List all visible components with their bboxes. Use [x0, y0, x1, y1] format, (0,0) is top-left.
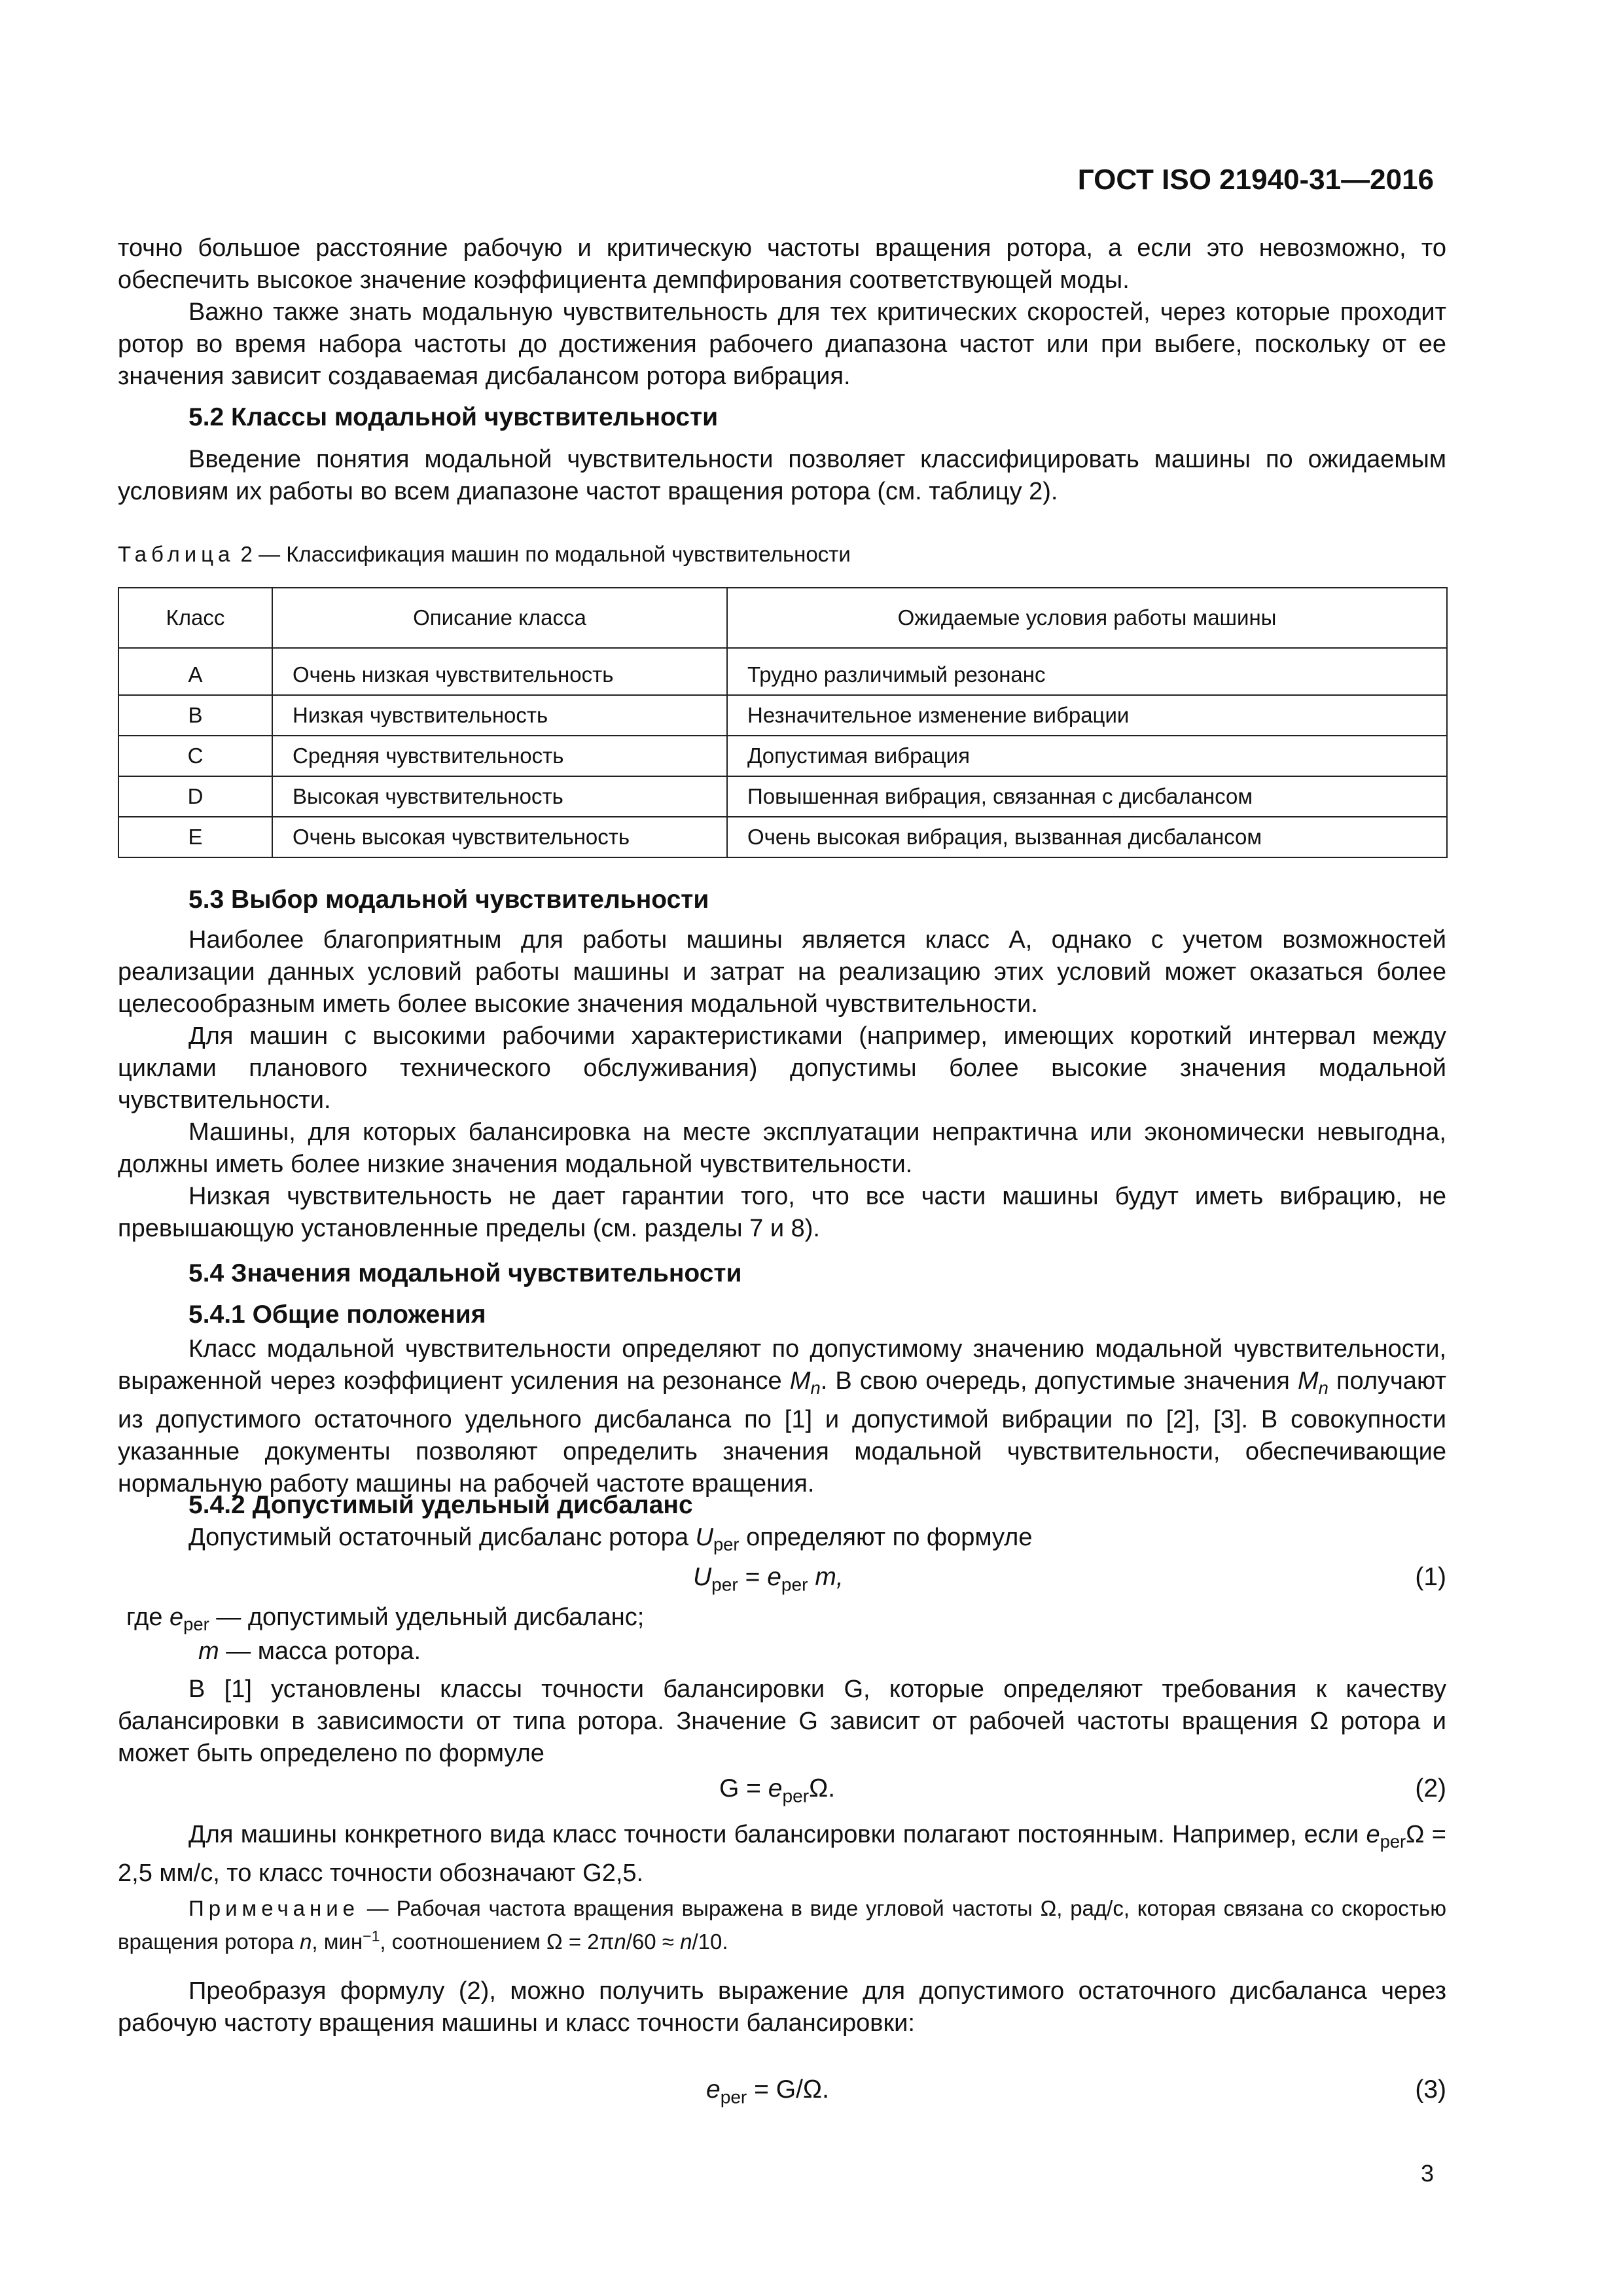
table-header-cell: Ожидаемые условия работы машины: [727, 588, 1447, 648]
table-caption-text: 2 — Классификация машин по модальной чувствительности: [234, 542, 851, 566]
sensitivity-table: [118, 587, 1448, 858]
formula-1: $U_{per} = e_{per}$ m,: [693, 1563, 844, 1595]
table-row: [118, 736, 1447, 776]
note: Примечание — Рабочая частота вращения выражена в виде угловой частоты Ω, рад/с, которая связана со скоростью вращения ротора n, мин$^{-1}$, соотношением Ω = 2πn/60 ≈ n/10.: [118, 1896, 1446, 1954]
table-header-cell: Класс: [118, 588, 272, 648]
table-cell: Высокая чувствительность: [272, 776, 727, 817]
paragraph: Класс модальной чувствительности определяют по допустимому значению модальной чувствительности, выраженной через коэффициент усиления на резонансе $M_n$. В свою очередь, допустимые значения $M_n$ получают из допустимого остаточного удельного дисбаланса по [1] и допустимой вибрации по [2], [3]. В совокупности указанные документы позволяют определить значения модальной чувствительности, обеспечивающие нормальную работу машины на рабочей частоте вращения.: [118, 1335, 1447, 1498]
table-cell: Очень высокая вибрация, вызванная дисбалансом: [727, 817, 1447, 857]
subsection-heading: 5.4.1 Общие положения: [188, 1300, 486, 1329]
paragraph: В [1] установлены классы точности балансировки G, которые определяют требования к качеству балансировки в зависимости от типа ротора. Значение G зависит от рабочей частоты вращения Ω ротора и может быть определено по формуле: [118, 1676, 1446, 1767]
standard-number: ГОСТ ISO 21940-31—2016: [1077, 164, 1434, 196]
table-row: [118, 695, 1447, 736]
paragraph: Введение понятия модальной чувствительности позволяет классифицировать машины по ожидаемым условиям их работы во всем диапазоне частот вращения ротора (см. таблицу 2).: [118, 446, 1446, 505]
section-heading: 5.4 Значения модальной чувствительности: [188, 1259, 742, 1287]
formula-number: (3): [1415, 2075, 1446, 2104]
paragraph: Наиболее благоприятным для работы машины является класс A, однако с учетом возможностей реализации данных условий работы машины и затрат на реализацию этих условий может оказаться более целесообразным иметь более высокие значения модальной чувствительности.: [118, 926, 1446, 1018]
formula-2: $G = e_{per}\Omega$.: [719, 1774, 836, 1806]
table-row: [118, 648, 1447, 695]
paragraph: Низкая чувствительность не дает гарантии того, что все части машины будут иметь вибрацию, не превышающую установленные пределы (см. разделы 7 и 8).: [118, 1183, 1446, 1242]
table-header-cell: Описание класса: [272, 588, 727, 648]
table-cell: C: [118, 736, 272, 776]
paragraph: точно большое расстояние рабочую и критическую частоты вращения ротора, а если это невозможно, то обеспечить высокое значение коэффициента демпфирования соответствующей моды.: [118, 234, 1446, 294]
legend-line: где $e_{per}$ — допустимый удельный дисбаланс;: [126, 1604, 645, 1635]
paragraph: Для машин с высокими рабочими характеристиками (например, имеющих короткий интервал между циклами планового технического обслуживания) допустимы более высокие значения модальной чувствительности.: [118, 1022, 1446, 1114]
legend-line: m — масса ротора.: [198, 1638, 421, 1665]
table-caption: [118, 542, 851, 567]
table-cell: Низкая чувствительность: [272, 695, 727, 736]
formula-number: (1): [1415, 1563, 1446, 1591]
table-caption-label: Таблица: [118, 542, 235, 566]
table-cell: E: [118, 817, 272, 857]
section-heading: 5.3 Выбор модальной чувствительности: [188, 886, 709, 914]
table-cell: B: [118, 695, 272, 736]
table-cell: Незначительное изменение вибрации: [727, 695, 1447, 736]
table-cell: Средняя чувствительность: [272, 736, 727, 776]
table-header-row: [118, 588, 1447, 648]
section-heading: 5.2 Классы модальной чувствительности: [188, 403, 719, 431]
paragraph: Важно также знать модальную чувствительность для тех критических скоростей, через которые проходит ротор во время набора частоты до достижения рабочего диапазона частот или при выбеге, поскольку от ее значения зависит создаваемая дисбалансом ротора вибрация.: [118, 298, 1446, 390]
table-cell: D: [118, 776, 272, 817]
page-number: 3: [1420, 2160, 1434, 2187]
table-cell: A: [118, 648, 272, 695]
table-cell: Трудно различимый резонанс: [727, 648, 1447, 695]
table-cell: Очень низкая чувствительность: [272, 648, 727, 695]
table-cell: Допустимая вибрация: [727, 736, 1447, 776]
table-row: [118, 776, 1447, 817]
subsection-heading: 5.4.2 Допустимый удельный дисбаланс: [188, 1491, 693, 1519]
formula-3: $e_{per} = G/\Omega$.: [706, 2075, 829, 2108]
formula-number: (2): [1415, 1774, 1446, 1803]
paragraph: Для машины конкретного вида класс точности балансировки полагают постоянным. Например, если $e_{per}\Omega = 2,5$ мм/с, то класс точности обозначают G2,5.: [118, 1821, 1446, 1888]
paragraph: Допустимый остаточный дисбаланс ротора $U_{per}$ определяют по формуле: [188, 1524, 1033, 1555]
table-cell: Повышенная вибрация, связанная с дисбалансом: [727, 776, 1447, 817]
paragraph: Преобразуя формулу (2), можно получить выражение для допустимого остаточного дисбаланса через рабочую частоту вращения машины и класс точности балансировки:: [118, 1977, 1446, 2037]
paragraph: Машины, для которых балансировка на месте эксплуатации непрактична или экономически невыгодна, должны иметь более низкие значения модальной чувствительности.: [118, 1119, 1446, 1178]
table-cell: Очень высокая чувствительность: [272, 817, 727, 857]
table-row: [118, 817, 1447, 857]
